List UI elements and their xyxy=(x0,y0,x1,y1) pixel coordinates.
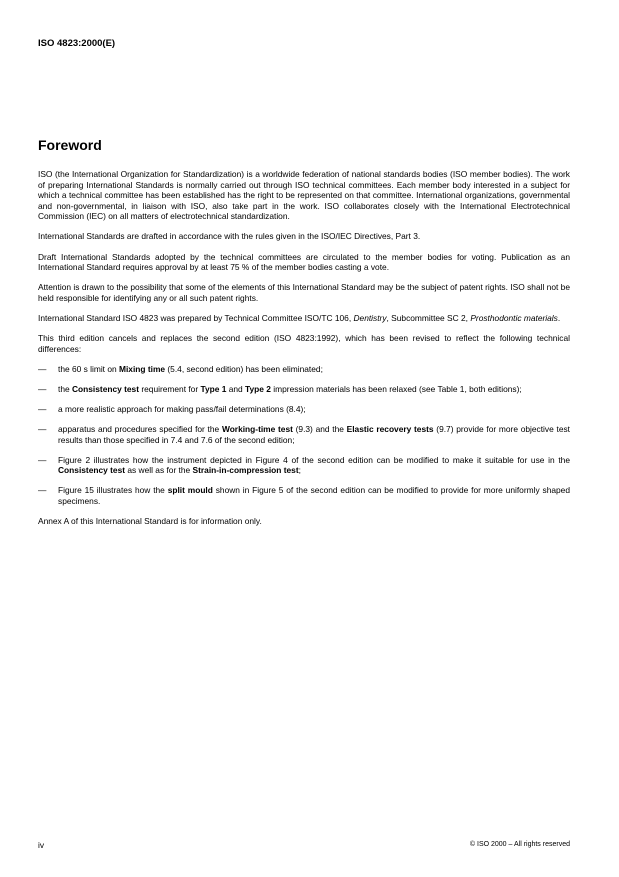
dash-mark: — xyxy=(38,454,47,465)
dash-mark: — xyxy=(38,403,47,414)
paragraph-directives: International Standards are drafted in accordance with the rules given in the ISO/IEC Directives, Part 3. xyxy=(38,231,421,242)
paragraph-voting: Draft International Standards adopted by the technical committees are circulated to the member bodies for voting. Publication as an International Standard requires approval by at least 75 % of the member bodies casting a vote. xyxy=(38,251,570,273)
paragraph-patent: Attention is drawn to the possibility that some of the elements of this International Standard may be the subject of patent rights. ISO shall not be held responsible for identifying any or all such patent rights. xyxy=(38,282,570,303)
list-item-consistency: — the Consistency test requirement for Type 1 and Type 2 impression materials has been relaxed (see Table 1, both editions); xyxy=(38,383,522,394)
paragraph-annex: Annex A of this International Standard is for information only. xyxy=(38,516,262,527)
paragraph-committee: International Standard ISO 4823 was prepared by Technical Committee ISO/TC 106, Dentistry, Subcommittee SC 2, Prosthodontic materials. xyxy=(38,312,561,323)
foreword-body xyxy=(38,169,570,536)
list-item-pass-fail: — a more realistic approach for making pass/fail determinations (8.4); xyxy=(38,403,306,414)
list-item-figure-15: — Figure 15 illustrates how the split mould shown in Figure 5 of the second edition can be modified to provide for more uniformly shaped specimens. xyxy=(38,485,570,506)
list-item-apparatus: — apparatus and procedures specified for the Working-time test (9.3) and the Elastic recovery tests (9.7) provide for more objective test results than those specified in 7.4 and 7.6 of the second edition; xyxy=(38,424,570,445)
list-item-mixing-time: — the 60 s limit on Mixing time (5.4, second edition) has been eliminated; xyxy=(38,363,323,374)
page-title: Foreword xyxy=(38,137,102,153)
page-number: iv xyxy=(38,840,45,850)
list-item-figure-2: — Figure 2 illustrates how the instrument depicted in Figure 4 of the second edition can be modified to make it suitable for use in the Consistency test as well as for the Strain-in-compression test; xyxy=(38,454,570,476)
paragraph-edition: This third edition cancels and replaces the second edition (ISO 4823:1992), which has been revised to reflect the following technical differences: xyxy=(38,333,570,354)
document-id: ISO 4823:2000(E) xyxy=(38,38,116,49)
dash-mark: — xyxy=(38,424,47,434)
dash-mark: — xyxy=(38,363,47,374)
dash-mark: — xyxy=(38,383,47,394)
dash-mark: — xyxy=(38,485,47,496)
copyright-notice: © ISO 2000 – All rights reserved xyxy=(469,841,570,848)
paragraph-iso-intro: ISO (the International Organization for Standardization) is a worldwide federation of national standards bodies (ISO member bodies). The work of preparing International Standards is normally carried out through ISO technical committees. Each member body interested in a subject for which a technical committee has been established has the right to be represented on that committee. International organizations, governmental and non-governmental, in liaison with ISO, also take part in the work. ISO collaborates closely with the International Electrotechnical Commission (IEC) on all matters of electrotechnical standardization. xyxy=(38,169,570,222)
